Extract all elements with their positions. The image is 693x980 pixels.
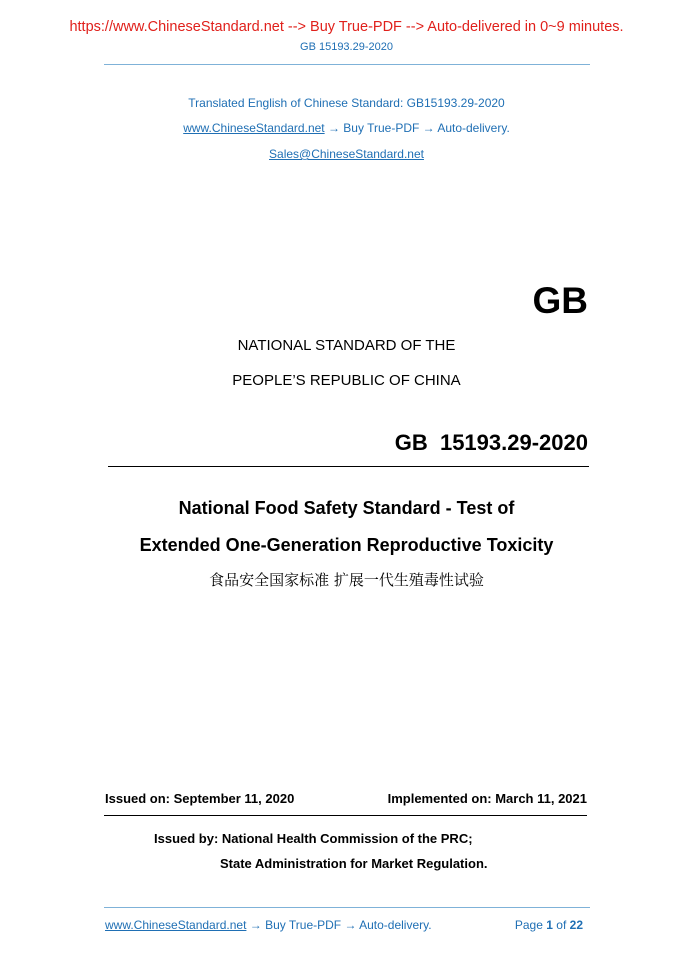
header-divider (104, 64, 590, 65)
gb-mark: GB (532, 280, 588, 321)
issue-rule (104, 815, 587, 816)
footer-site-link[interactable]: www.ChineseStandard.net (105, 918, 247, 932)
title-line-2: Extended One-Generation Reproductive Toxicity (139, 535, 554, 555)
intro-buy-line (0, 121, 693, 135)
sales-email-link[interactable]: Sales@ChineseStandard.net (269, 147, 424, 161)
standard-number: GB 15193.29-2020 (394, 430, 588, 455)
page-label: Page (514, 918, 543, 932)
intro-site-link[interactable]: www.ChineseStandard.net (183, 121, 325, 135)
footer-divider (104, 907, 590, 908)
standard-number-rule (108, 466, 589, 467)
top-banner[interactable]: https://www.ChineseStandard.net --> Buy True-PDF --> Auto-delivered in 0~9 minutes. (69, 19, 624, 35)
issued-by-line-1: Issued by: National Health Commission of the PRC; (154, 831, 473, 846)
footer-buy-text: → Buy True-PDF → Auto-delivery. (246, 918, 432, 932)
page-indicator (515, 918, 583, 932)
national-line-1: NATIONAL STANDARD OF THE (237, 337, 456, 354)
translated-line: Translated English of Chinese Standard: GB15193.29-2020 (188, 96, 505, 110)
footer-buy-line (105, 918, 432, 932)
intro-buy-text: → Buy True-PDF → Auto-delivery. (324, 121, 510, 135)
title-line-1: National Food Safety Standard - Test of (178, 498, 515, 518)
page-total: 22 (569, 918, 583, 932)
national-line-2: PEOPLE’S REPUBLIC OF CHINA (232, 372, 461, 389)
page-current: 1 (546, 918, 553, 932)
issued-by-line-2: State Administration for Market Regulation. (220, 856, 488, 871)
intro-email-line (0, 147, 693, 161)
title-chinese: 食品安全国家标准 扩展一代生殖毒性试验 (209, 571, 484, 589)
implemented-on: Implemented on: March 11, 2021 (387, 791, 587, 806)
header-doc-code: GB 15193.29-2020 (300, 41, 393, 53)
issued-on: Issued on: September 11, 2020 (105, 791, 295, 806)
page-of: of (556, 918, 567, 932)
